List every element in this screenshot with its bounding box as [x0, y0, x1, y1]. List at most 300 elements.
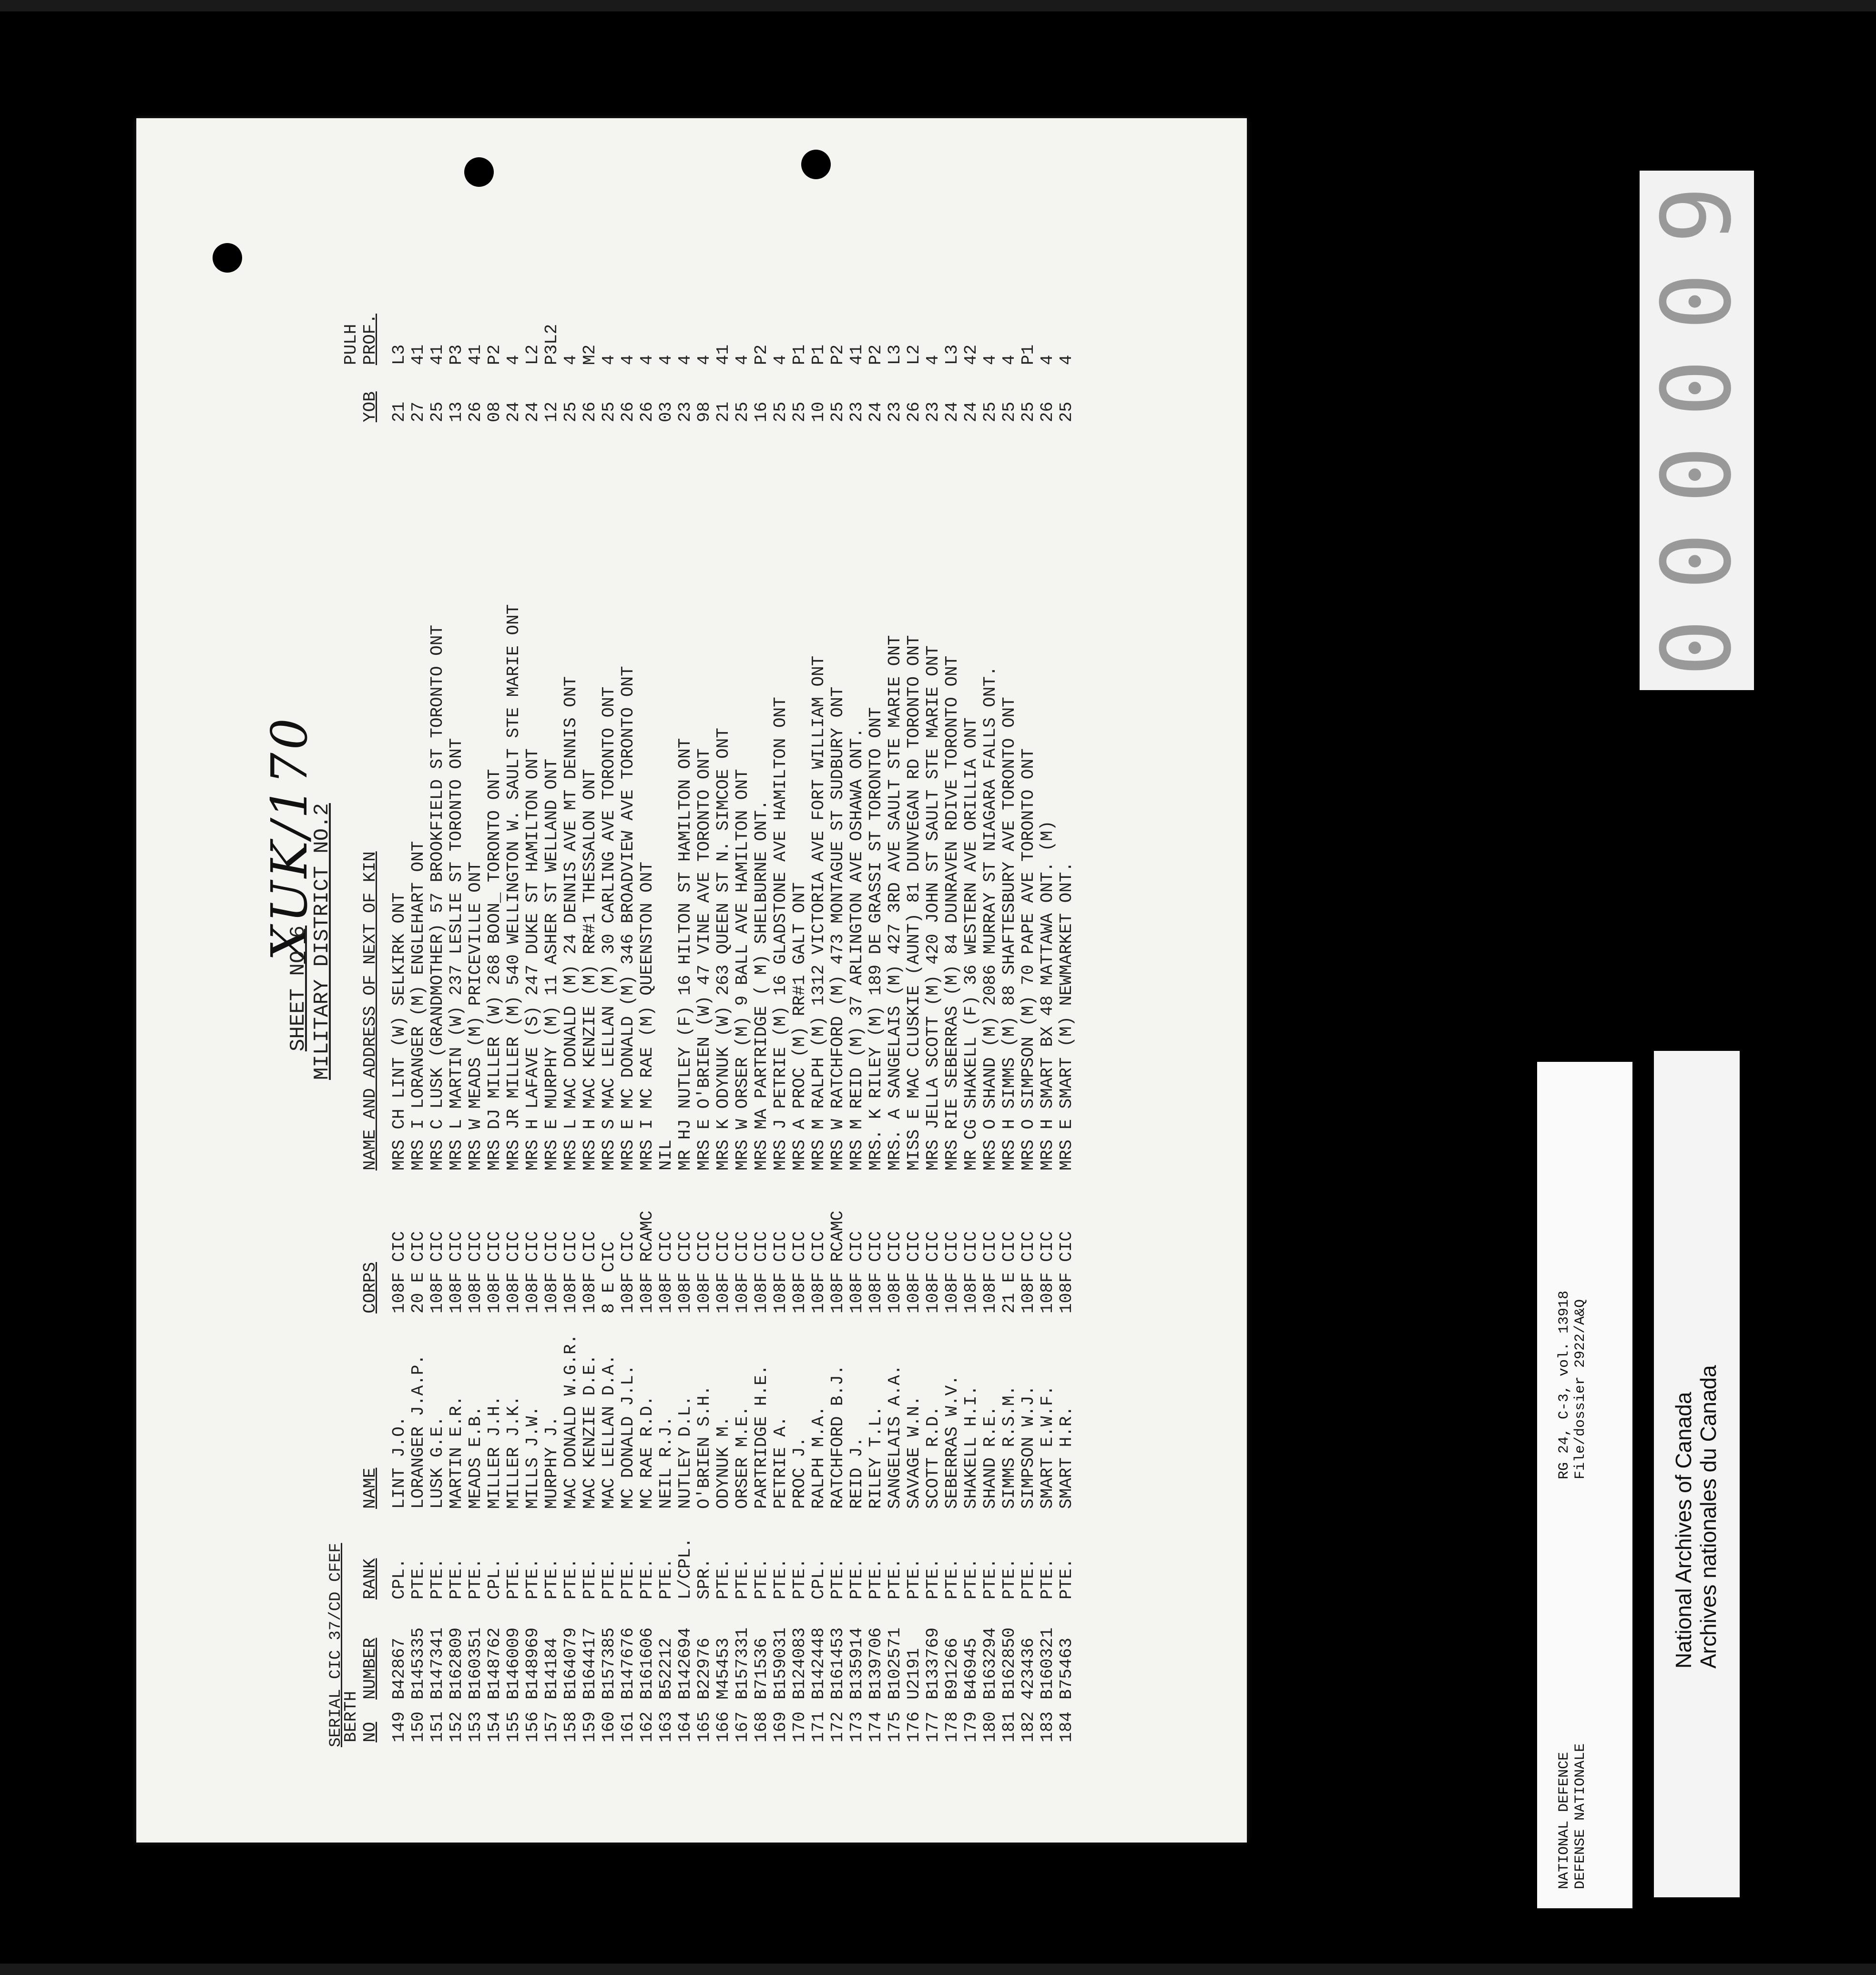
cell-prof: L2 — [523, 344, 542, 365]
table-row — [657, 118, 676, 1843]
cell-kin: MRS I LORANGER (M) ENGLEHART ONT — [408, 841, 428, 1171]
cell-rank: PTE. — [828, 1558, 847, 1599]
cell-kin: MRS MA PARTRIDGE ( M) SHELBURNE ONT. — [752, 800, 771, 1171]
cell-yob: 08 — [485, 401, 504, 422]
cell-kin: MRS H LAFAVE (S) 247 DUKE ST HAMILTON ONT — [523, 748, 542, 1171]
cell-yob: 25 — [980, 401, 1000, 422]
cell-yob: 25 — [561, 401, 581, 422]
cell-number: B124083 — [790, 1627, 809, 1700]
cell-prof: 4 — [1057, 355, 1076, 365]
cell-name: MAC KENZIE D.E. — [580, 1354, 600, 1509]
cell-corps: 108F CIC — [809, 1231, 828, 1313]
cell-yob: 13 — [447, 401, 466, 422]
cell-no: 182 — [1019, 1711, 1038, 1742]
cell-name: PETRIE A. — [771, 1416, 790, 1509]
frame-digit: 0 — [1641, 530, 1753, 590]
frame-digit: 0 — [1641, 357, 1753, 417]
cell-number: B157385 — [599, 1627, 619, 1700]
cell-prof: 42 — [961, 344, 981, 365]
cell-kin: MRS O SIMPSON (M) 70 PAPE AVE TORONTO ONT — [1019, 748, 1038, 1171]
cell-yob: 25 — [828, 401, 847, 422]
cell-name: SMART H.R. — [1057, 1405, 1076, 1509]
cell-no: 181 — [999, 1711, 1019, 1742]
cell-rank: CPL. — [809, 1558, 828, 1599]
cell-name: SAVAGE W.N. — [904, 1395, 924, 1509]
cell-no: 155 — [504, 1711, 523, 1742]
cell-corps: 108F CIC — [504, 1231, 523, 1313]
table-row — [466, 118, 485, 1843]
cell-corps: 108F CIC — [866, 1231, 886, 1313]
cell-yob: 25 — [999, 401, 1019, 422]
cell-no: 153 — [466, 1711, 485, 1742]
cell-rank: PTE. — [771, 1558, 790, 1599]
cell-prof: P1 — [1019, 344, 1038, 365]
cell-prof: 4 — [599, 355, 619, 365]
column-header-kin: NAME AND ADDRESS OF NEXT OF KIN — [360, 851, 380, 1171]
cell-prof: L3 — [885, 344, 905, 365]
cell-rank: PTE. — [790, 1558, 809, 1599]
cell-name: ODYNUK M. — [714, 1416, 733, 1509]
cell-name: SMART E.W.F. — [1038, 1385, 1057, 1509]
cell-yob: 25 — [1019, 401, 1038, 422]
cell-number: B147341 — [428, 1627, 447, 1700]
cell-name: NUTLEY D.L. — [675, 1395, 695, 1509]
cell-kin: MRS M RALPH (M) 1312 VICTORIA AVE FORT WILLIAM ONT — [809, 655, 828, 1171]
cell-no: 173 — [847, 1711, 867, 1742]
cell-no: 169 — [771, 1711, 790, 1742]
cell-kin: MR CG SHAKELL (F) 36 WESTERN AVE ORILLIA ONT — [961, 717, 981, 1171]
cell-prof: 4 — [694, 355, 714, 365]
table-row — [428, 118, 447, 1843]
cell-yob: 24 — [961, 401, 981, 422]
cell-name: PROC J. — [790, 1436, 809, 1509]
cell-number: B164417 — [580, 1627, 600, 1700]
frame-number-strip — [1640, 171, 1754, 690]
archive-name-label — [1654, 1051, 1740, 1897]
cell-number: B157331 — [733, 1627, 752, 1700]
cell-prof: 41 — [847, 344, 867, 365]
cell-prof: 41 — [428, 344, 447, 365]
cell-rank: PTE. — [618, 1558, 638, 1599]
cell-name: ORSER M.E. — [733, 1405, 752, 1509]
archive-ref-line1: RG 24, C-3, vol. 13918 — [1556, 1290, 1572, 1479]
cell-yob: 24 — [523, 401, 542, 422]
cell-number: B46945 — [961, 1638, 981, 1700]
cell-no: 172 — [828, 1711, 847, 1742]
cell-yob: 24 — [504, 401, 523, 422]
cell-rank: PTE. — [637, 1558, 657, 1599]
cell-corps: 108F CIC — [542, 1231, 561, 1313]
cell-rank: PTE. — [1038, 1558, 1057, 1599]
cell-rank: PTE. — [904, 1558, 924, 1599]
cell-corps: 108F CIC — [733, 1231, 752, 1313]
cell-yob: 23 — [923, 401, 943, 422]
cell-prof: P3L2 — [542, 324, 561, 365]
cell-no: 164 — [675, 1711, 695, 1742]
table-row — [561, 118, 581, 1843]
cell-prof: 41 — [714, 344, 733, 365]
column-header-corps: CORPS — [360, 1262, 380, 1313]
cell-number: B142448 — [809, 1627, 828, 1700]
cell-number: U2191 — [904, 1648, 924, 1700]
cell-name: REID J. — [847, 1436, 867, 1509]
cell-no: 176 — [904, 1711, 924, 1742]
cell-rank: PTE. — [580, 1558, 600, 1599]
cell-corps: 108F CIC — [694, 1231, 714, 1313]
cell-corps: 108F CIC — [447, 1231, 466, 1313]
cell-yob: 98 — [694, 401, 714, 422]
cell-rank: PTE. — [466, 1558, 485, 1599]
table-row — [600, 118, 619, 1843]
table-row — [752, 118, 771, 1843]
cell-number: B145335 — [408, 1627, 428, 1700]
cell-name: MILLER J.K. — [504, 1395, 523, 1509]
cell-number: B161606 — [637, 1627, 657, 1700]
column-header-no: NO — [360, 1721, 380, 1742]
cell-kin: MRS L MAC DONALD (M) 24 DENNIS AVE MT DENNIS ONT — [561, 676, 581, 1171]
cell-corps: 108F RCAMC — [637, 1210, 657, 1313]
table-row — [981, 118, 1000, 1843]
cell-yob: 23 — [847, 401, 867, 422]
cell-corps: 108F CIC — [389, 1231, 409, 1313]
cell-kin: MISS E MAC CLUSKIE (AUNT) 81 DUNVEGAN RD TORONTO ONT — [904, 635, 924, 1171]
cell-no: 167 — [733, 1711, 752, 1742]
table-row — [485, 118, 504, 1843]
cell-prof: P1 — [809, 344, 828, 365]
frame-digit: 9 — [1641, 184, 1753, 244]
cell-kin: MRS K ODYNUK (W) 263 QUEEN ST N. SIMCOE ONT — [714, 728, 733, 1171]
cell-prof: L3 — [389, 344, 409, 365]
table-row — [809, 118, 828, 1843]
cell-yob: 25 — [790, 401, 809, 422]
cell-no: 166 — [714, 1711, 733, 1742]
table-row — [867, 118, 886, 1843]
cell-kin: MRS L MARTIN (W) 237 LESLIE ST TORONTO ONT — [447, 738, 466, 1171]
cell-prof: 4 — [771, 355, 790, 365]
cell-no: 157 — [542, 1711, 561, 1742]
cell-corps: 108F CIC — [790, 1231, 809, 1313]
nominal-roll-table — [390, 118, 1076, 1843]
column-header-pulhem: PULH — [341, 324, 361, 365]
cell-yob: 03 — [656, 401, 676, 422]
cell-no: 154 — [485, 1711, 504, 1742]
cell-name: RALPH M.A. — [809, 1405, 828, 1509]
cell-number: M45453 — [714, 1638, 733, 1700]
cell-number: B22976 — [694, 1638, 714, 1700]
archive-ref-line2: File/dossier 2922/A&Q — [1572, 1299, 1589, 1479]
cell-yob: 26 — [1038, 401, 1057, 422]
cell-no: 160 — [599, 1711, 619, 1742]
cell-no: 152 — [447, 1711, 466, 1742]
cell-kin: MRS W RATCHFORD (M) 473 MONTAGUE ST SUDBURY ONT — [828, 686, 847, 1171]
cell-no: 184 — [1057, 1711, 1076, 1742]
table-row — [771, 118, 790, 1843]
cell-kin: MRS H SMART BX 48 MATTAWA ONT. (M) — [1038, 820, 1057, 1171]
frame-digit: 0 — [1641, 444, 1753, 504]
frame-number — [1640, 171, 1754, 690]
cell-name: NEIL R.J. — [656, 1416, 676, 1509]
cell-prof: 4 — [637, 355, 657, 365]
cell-yob: 10 — [809, 401, 828, 422]
cell-corps: 108F CIC — [771, 1231, 790, 1313]
cell-name: MAC LELLAN D.A. — [599, 1354, 619, 1509]
cell-kin: MRS E O'BRIEN (W) 47 VINE AVE TORONTO ONT — [694, 748, 714, 1171]
cell-number: B146009 — [504, 1627, 523, 1700]
cell-prof: 4 — [923, 355, 943, 365]
table-row — [1038, 118, 1057, 1843]
cell-name: MILLS J.W. — [523, 1405, 542, 1509]
cell-no: 158 — [561, 1711, 581, 1742]
table-row — [828, 118, 847, 1843]
cell-prof: 4 — [504, 355, 523, 365]
cell-name: MC DONALD J.L. — [618, 1364, 638, 1509]
cell-prof: 4 — [618, 355, 638, 365]
table-row — [943, 118, 962, 1843]
cell-no: 179 — [961, 1711, 981, 1742]
cell-rank: PTE. — [504, 1558, 523, 1599]
cell-no: 178 — [942, 1711, 962, 1742]
cell-no: 168 — [752, 1711, 771, 1742]
cell-corps: 108F CIC — [561, 1231, 581, 1313]
column-header-yob: YOB — [360, 391, 380, 422]
cell-number: B162850 — [999, 1627, 1019, 1700]
cell-kin: MRS C LUSK (GRANDMOTHER) 57 BROOKFIELD ST TORONTO ONT — [428, 625, 447, 1171]
table-row — [905, 118, 924, 1843]
cell-corps: 108F CIC — [428, 1231, 447, 1313]
cell-rank: PTE. — [714, 1558, 733, 1599]
cell-rank: PTE. — [1057, 1558, 1076, 1599]
cell-corps: 108F CIC — [980, 1231, 1000, 1313]
cell-corps: 108F CIC — [752, 1231, 771, 1313]
table-row — [542, 118, 561, 1843]
cell-name: RILEY T.L. — [866, 1405, 886, 1509]
cell-yob: 25 — [599, 401, 619, 422]
cell-yob: 21 — [714, 401, 733, 422]
archive-name-fr: Archives nationales du Canada — [1696, 1365, 1721, 1669]
table-row — [1019, 118, 1038, 1843]
table-row — [619, 118, 638, 1843]
cell-prof: 4 — [656, 355, 676, 365]
cell-kin: MRS J PETRIE (M) 16 GLADSTONE AVE HAMILTON ONT — [771, 697, 790, 1171]
cell-corps: 21 E CIC — [999, 1231, 1019, 1313]
column-header-name: NAME — [360, 1467, 380, 1509]
cell-number: B75463 — [1057, 1638, 1076, 1700]
cell-rank: PTE. — [980, 1558, 1000, 1599]
cell-name: MEADS E.B. — [466, 1405, 485, 1509]
cell-kin: MRS E MURPHY (M) 11 ASHER ST WELLAND ONT — [542, 758, 561, 1171]
cell-yob: 23 — [885, 401, 905, 422]
table-row — [847, 118, 867, 1843]
cell-corps: 108F CIC — [523, 1231, 542, 1313]
table-row — [962, 118, 981, 1843]
handwritten-reference: XUK/170 — [260, 715, 318, 961]
column-header-berth: BERTH — [341, 1690, 361, 1742]
cell-number: B135914 — [847, 1627, 867, 1700]
cell-prof: 4 — [999, 355, 1019, 365]
table-row — [523, 118, 542, 1843]
cell-prof: P1 — [790, 344, 809, 365]
cell-rank: PTE. — [523, 1558, 542, 1599]
cell-prof: P2 — [752, 344, 771, 365]
cell-kin: MR HJ NUTLEY (F) 16 HILTON ST HAMILTON ONT — [675, 738, 695, 1171]
rotated-document-content — [136, 118, 1247, 1843]
cell-number: B52212 — [656, 1638, 676, 1700]
cell-rank: SPR. — [694, 1558, 714, 1599]
table-row — [581, 118, 600, 1843]
cell-number: B162809 — [447, 1627, 466, 1700]
cell-corps: 108F CIC — [1019, 1231, 1038, 1313]
cell-kin: MRS JELLA SCOTT (M) 420 JOHN ST SAULT STE MARIE ONT — [923, 645, 943, 1171]
cell-yob: 16 — [752, 401, 771, 422]
cell-corps: 108F CIC — [675, 1231, 695, 1313]
cell-kin: MRS W ORSER (M) 9 BALL AVE HAMILTON ONT — [733, 769, 752, 1171]
cell-rank: PTE. — [961, 1558, 981, 1599]
cell-yob: 24 — [866, 401, 886, 422]
cell-number: B164079 — [561, 1627, 581, 1700]
serial-header: SERIAL CIC 37/CD CFEF — [327, 1543, 345, 1747]
cell-no: 180 — [980, 1711, 1000, 1742]
film-edge-top — [0, 0, 1876, 11]
table-row — [886, 118, 905, 1843]
cell-corps: 108F CIC — [942, 1231, 962, 1313]
cell-kin: MRS O SHAND (M) 2086 MURRAY ST NIAGARA FALLS ONT. — [980, 666, 1000, 1171]
table-row — [695, 118, 714, 1843]
cell-no: 177 — [923, 1711, 943, 1742]
cell-kin: MRS. K RILEY (M) 189 DE GRASSI ST TORONTO ONT — [866, 707, 886, 1171]
cell-name: SHAKELL H.I. — [961, 1385, 981, 1509]
frame-digit: 0 — [1641, 617, 1753, 677]
cell-prof: 4 — [1038, 355, 1057, 365]
cell-prof: P3 — [447, 344, 466, 365]
cell-number: B160321 — [1038, 1627, 1057, 1700]
table-row — [504, 118, 523, 1843]
cell-kin: MRS CH LINT (W) SELKIRK ONT — [389, 892, 409, 1171]
cell-number: B163294 — [980, 1627, 1000, 1700]
column-header-number: NUMBER — [360, 1638, 380, 1700]
table-row — [638, 118, 657, 1843]
cell-prof: M2 — [580, 344, 600, 365]
column-header-prof: PROF. — [360, 313, 380, 365]
cell-no: 174 — [866, 1711, 886, 1742]
cell-number: B161453 — [828, 1627, 847, 1700]
cell-kin: MRS DJ MILLER (W) 268 BOON_ TORONTO ONT — [485, 769, 504, 1171]
cell-corps: 108F CIC — [714, 1231, 733, 1313]
table-row — [676, 118, 695, 1843]
cell-corps: 108F CIC — [1038, 1231, 1057, 1313]
cell-number: B133769 — [923, 1627, 943, 1700]
cell-rank: PTE. — [599, 1558, 619, 1599]
table-row — [924, 118, 943, 1843]
cell-kin: MRS E MC DONALD (M) 346 BROADVIEW AVE TORONTO ONT — [618, 666, 638, 1171]
table-row — [733, 118, 752, 1843]
cell-prof: P2 — [485, 344, 504, 365]
cell-number: 423436 — [1019, 1638, 1038, 1700]
cell-name: RATCHFORD B.J. — [828, 1364, 847, 1509]
cell-prof: L2 — [904, 344, 924, 365]
cell-yob: 26 — [904, 401, 924, 422]
cell-name: MAC DONALD W.G.R. — [561, 1334, 581, 1509]
cell-corps: 108F CIC — [618, 1231, 638, 1313]
cell-prof: L3 — [942, 344, 962, 365]
cell-rank: PTE. — [999, 1558, 1019, 1599]
cell-yob: 21 — [389, 401, 409, 422]
cell-kin: MRS H MAC KENZIE (M) RR#1 THESSALON ONT — [580, 769, 600, 1171]
cell-rank: PTE. — [408, 1558, 428, 1599]
cell-yob: 24 — [942, 401, 962, 422]
cell-number: B139706 — [866, 1627, 886, 1700]
cell-yob: 26 — [618, 401, 638, 422]
document-sheet — [136, 118, 1247, 1843]
cell-no: 162 — [637, 1711, 657, 1742]
cell-yob: 26 — [637, 401, 657, 422]
cell-kin: MRS W MEADS (M) PRICEVILLE ONT — [466, 861, 485, 1171]
cell-rank: PTE. — [885, 1558, 905, 1599]
cell-number: B102571 — [885, 1627, 905, 1700]
cell-number: B159031 — [771, 1627, 790, 1700]
cell-corps: 8 E CIC — [599, 1241, 619, 1313]
cell-no: 175 — [885, 1711, 905, 1742]
cell-prof: 4 — [675, 355, 695, 365]
cell-yob: 25 — [733, 401, 752, 422]
cell-no: 171 — [809, 1711, 828, 1742]
cell-no: 170 — [790, 1711, 809, 1742]
cell-prof: 41 — [466, 344, 485, 365]
cell-prof: P2 — [828, 344, 847, 365]
cell-no: 165 — [694, 1711, 714, 1742]
cell-corps: 108F CIC — [847, 1231, 867, 1313]
cell-rank: PTE. — [561, 1558, 581, 1599]
table-row — [714, 118, 733, 1843]
cell-yob: 23 — [675, 401, 695, 422]
dept-en: NATIONAL DEFENCE — [1556, 1751, 1572, 1889]
cell-number: B71536 — [752, 1638, 771, 1700]
cell-rank: PTE. — [752, 1558, 771, 1599]
cell-corps: 108F CIC — [923, 1231, 943, 1313]
cell-number: B14184 — [542, 1638, 561, 1700]
cell-kin: MRS E SMART (M) NEWMARKET ONT. — [1057, 861, 1076, 1171]
cell-kin: MRS A PROC (M) RR#1 GALT ONT — [790, 882, 809, 1171]
cell-yob: 26 — [466, 401, 485, 422]
cell-rank: PTE. — [542, 1558, 561, 1599]
table-row — [390, 118, 409, 1843]
sheet-title: SHEET NO 6 — [286, 925, 310, 1051]
cell-rank: CPL. — [389, 1558, 409, 1599]
cell-yob: 26 — [580, 401, 600, 422]
table-row — [1000, 118, 1019, 1843]
cell-name: SEBERRAS W.V. — [942, 1375, 962, 1509]
cell-prof: P2 — [866, 344, 886, 365]
cell-kin: MRS H SIMMS (M) 88 SHAFTESBURY AVE TORONTO ONT — [999, 697, 1019, 1171]
table-row — [409, 118, 428, 1843]
cell-corps: 108F CIC — [904, 1231, 924, 1313]
cell-kin: MRS JR MILLER (M) 540 WELLINGTON W. SAULT STE MARIE ONT — [504, 604, 523, 1171]
cell-no: 151 — [428, 1711, 447, 1742]
cell-prof: 41 — [408, 344, 428, 365]
cell-number: B142694 — [675, 1627, 695, 1700]
cell-rank: PTE. — [733, 1558, 752, 1599]
cell-no: 183 — [1038, 1711, 1057, 1742]
cell-no: 159 — [580, 1711, 600, 1742]
dept-fr: DEFENSE NATIONALE — [1572, 1743, 1589, 1889]
cell-no: 161 — [618, 1711, 638, 1742]
cell-yob: 12 — [542, 401, 561, 422]
cell-number: B147676 — [618, 1627, 638, 1700]
cell-corps: 108F CIC — [1057, 1231, 1076, 1313]
cell-rank: PTE. — [866, 1558, 886, 1599]
cell-kin: MRS I MC RAE (M) QUEENSTON ONT — [637, 861, 657, 1171]
frame-digit: 0 — [1641, 271, 1753, 330]
cell-yob: 25 — [771, 401, 790, 422]
